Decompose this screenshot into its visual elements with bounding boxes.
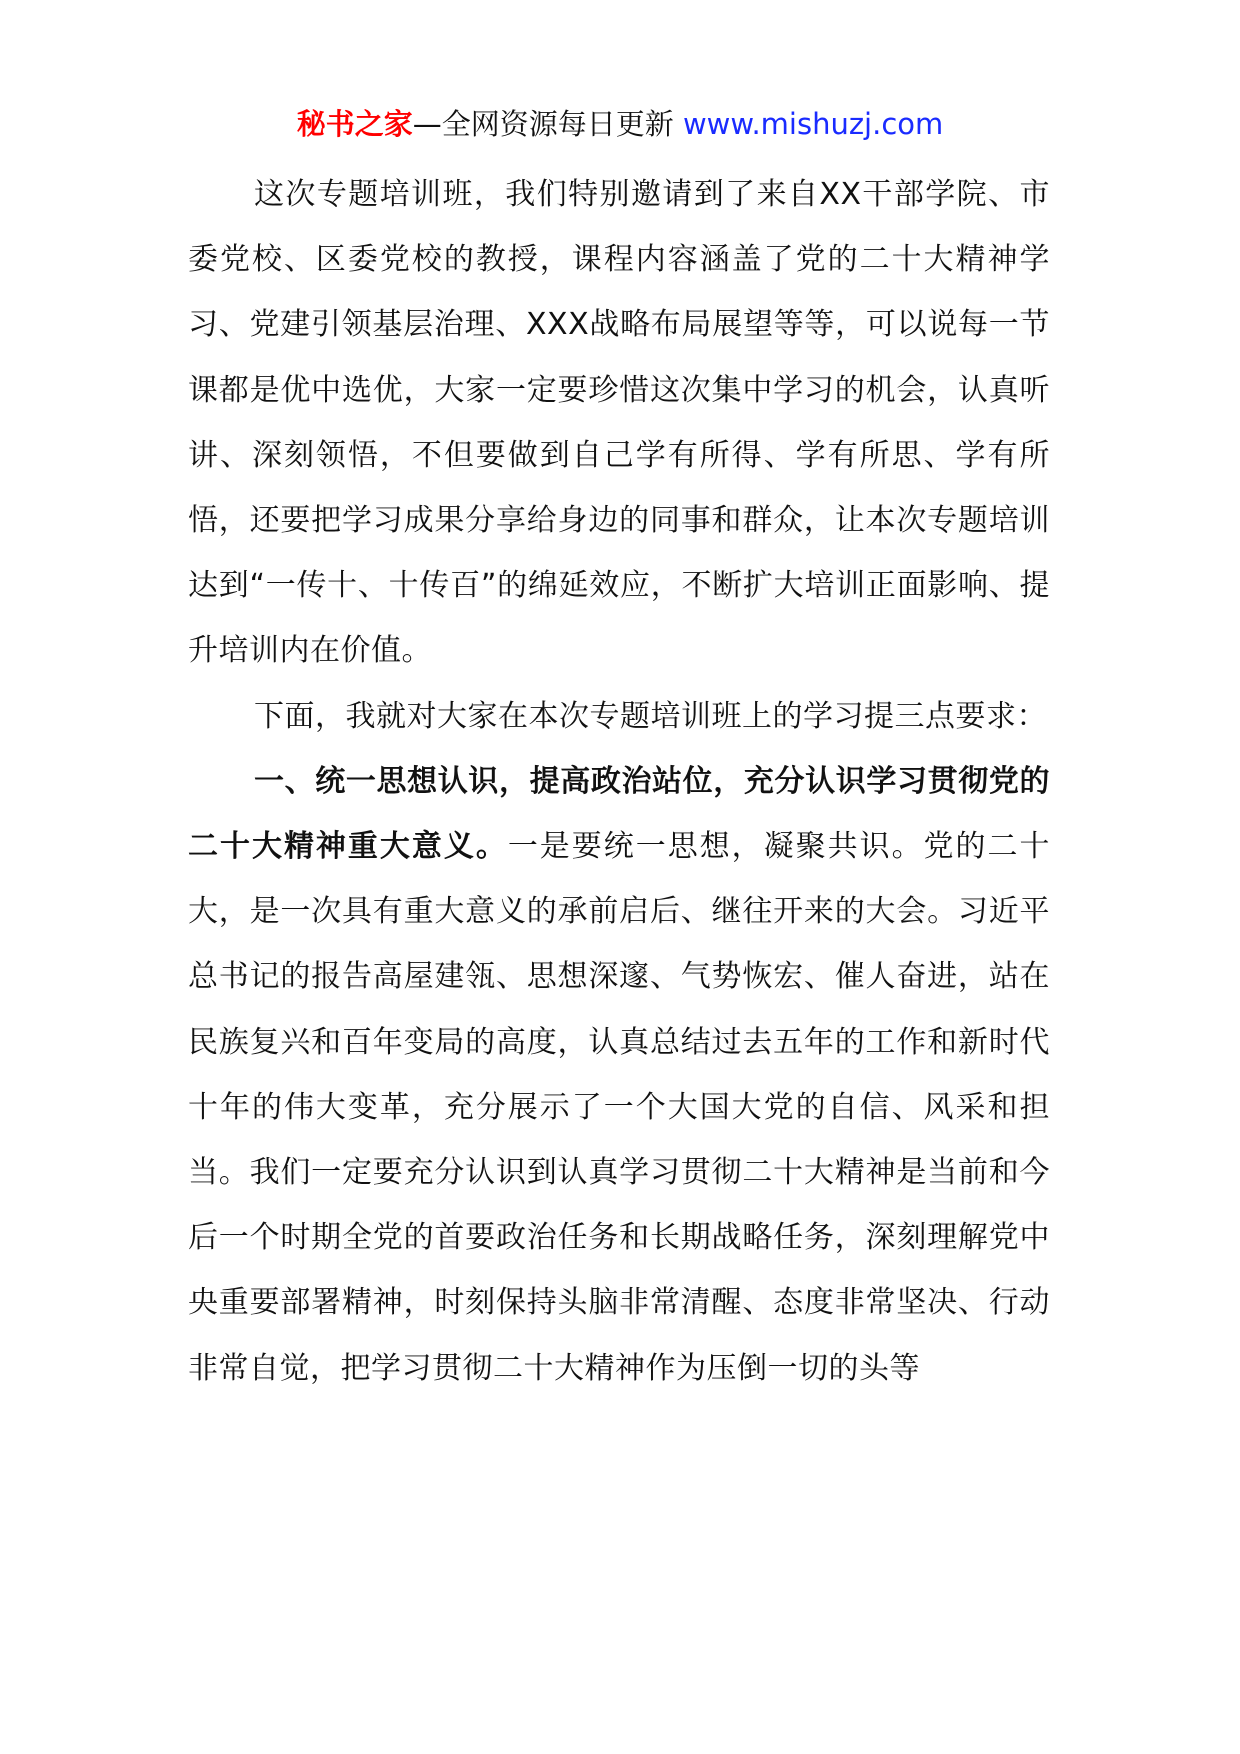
paragraph: 这次专题培训班，我们特别邀请到了来自XX干部学院、市委党校、区委党校的教授，课程内容涵盖了党的二十大精神学习、党建引领基层治理、XXX战略布局展望等等，可以说每一节课都是优中选优，大家一定要珍惜这次集中学习的机会，认真听讲、深刻领悟，不但要做到自己学有所得、学有所思、学有所悟，还要把学习成果分享给身边的同事和群众，让本次专题培训达到“一传十、十传百”的绵延效应，不断扩大培训正面影响、提升培训内在价值。 xyxy=(188,177,1050,669)
document-body xyxy=(188,162,1050,1401)
section-paragraph xyxy=(188,749,1050,1401)
brand-name: 秘书之家 xyxy=(296,107,413,141)
paragraph: 下面，我就对大家在本次专题培训班上的学习提三点要求： xyxy=(254,698,1047,734)
website-link[interactable]: www.mishuzj.com xyxy=(682,107,944,141)
section-text: 一是要统一思想，凝聚共识。党的二十大，是一次具有重大意义的承前启后、继往开来的大会。习近平总书记的报告高屋建瓴、思想深邃、气势恢宏、催人奋进，站在民族复兴和百年变局的高度，认真总结过去五年的工作和新时代十年的伟大变革，充分展示了一个大国大党的自信、风采和担当。我们一定要充分认识到认真学习贯彻二十大精神是当前和今后一个时期全党的首要政治任务和长期战略任务，深刻理解党中央重要部署精神，时刻保持头脑非常清醒、态度非常坚决、行动非常自觉，把学习贯彻二十大精神作为压倒一切的头等 xyxy=(188,829,1051,1386)
header-tagline: —全网资源每日更新 xyxy=(412,107,683,141)
section-heading: 一、统一思想认识，提高政治站位，充分认识学习贯彻党的二十大精神重大意义。 xyxy=(188,763,1050,865)
page-header xyxy=(0,104,1240,144)
